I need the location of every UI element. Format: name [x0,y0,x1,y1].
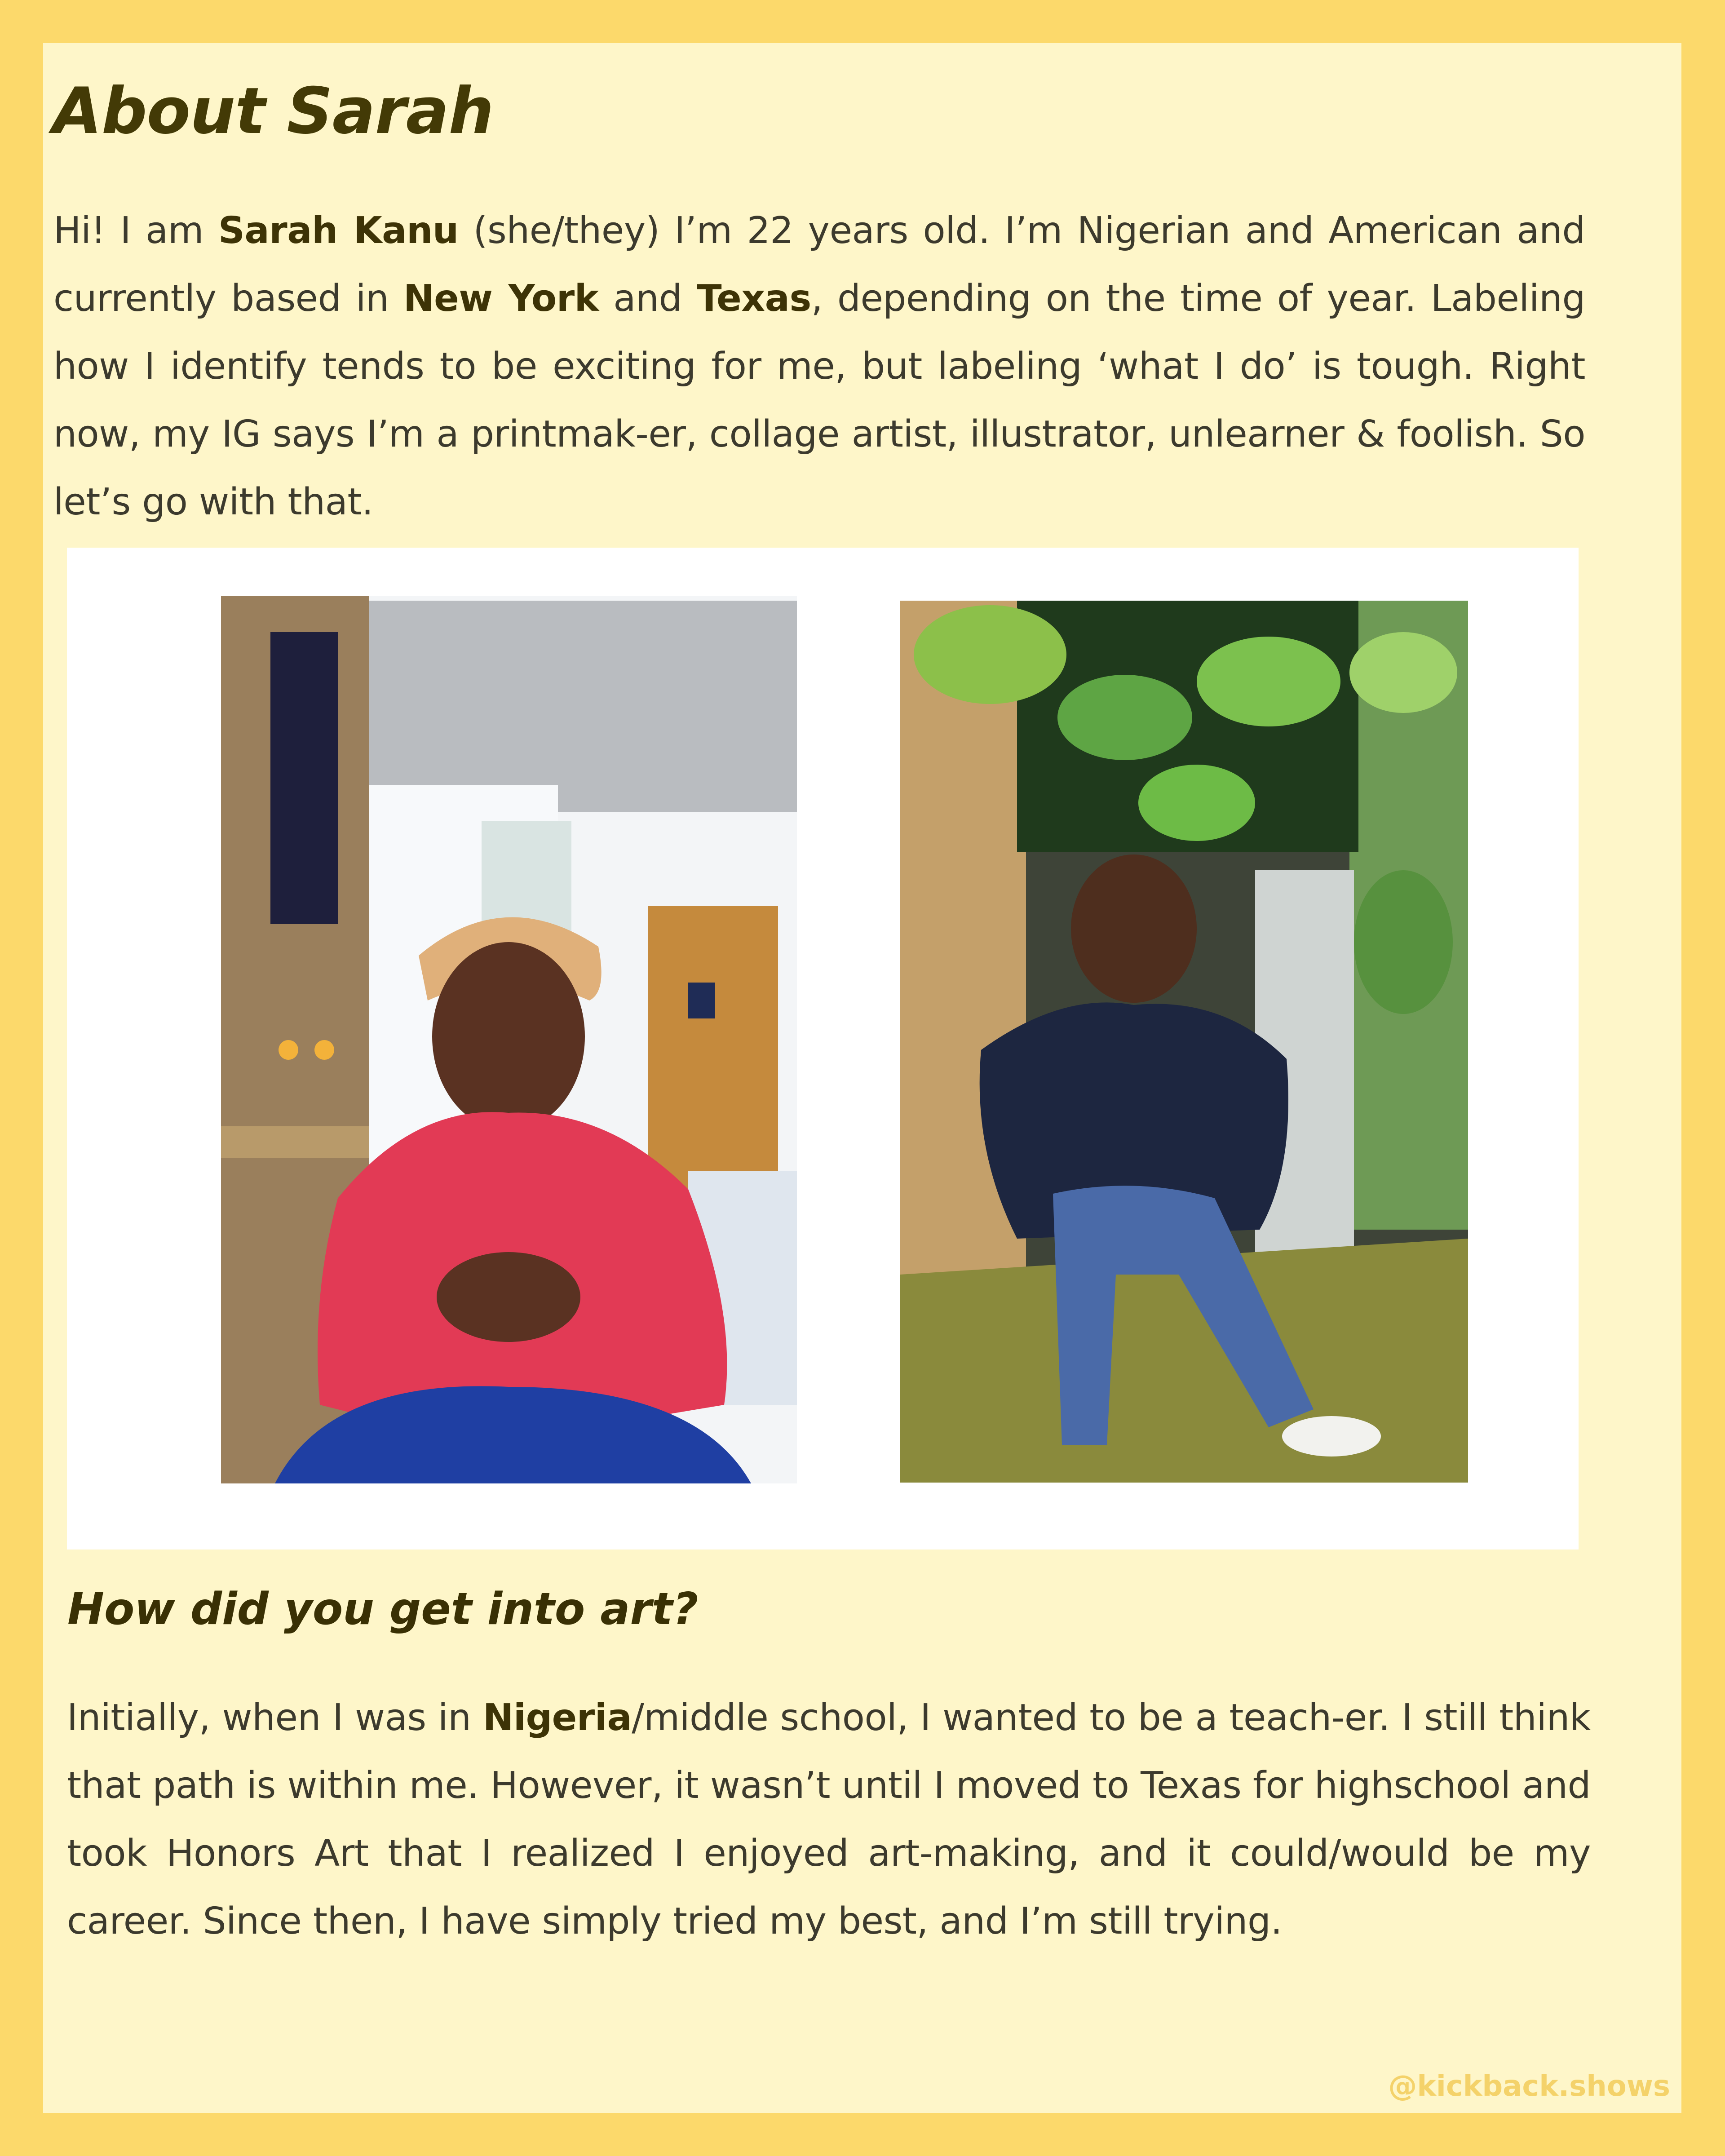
answer-paragraph: Initially, when I was in Nigeria/middle school, I wanted to be a teach-er. I still think that path is within me. However, it wasn’t until I moved to Texas for highschool and took Honors Art that I realized I enjoyed art-making, and it could/would be my career. Since then, I have simply tried my best, and I’m still trying. [67,1696,1591,1943]
state-name: Texas [696,277,811,320]
intro-paragraph: Hi! I am Sarah Kanu (she/they) I’m 22 years old. I’m Nigerian and American and currently based in New York and Texas, depending on the time of year. Labeling how I identify tends to be exciting for me, but labeling ‘what I do’ is tough. Right now, my IG says I’m a printmak-er, collage artist, illustrator, unlearner & foolish. So let’s go with that. [53,209,1586,523]
city-name: New York [403,277,599,320]
portrait-artwork-right [900,601,1468,1483]
section-heading: How did you get into art? [67,1584,699,1635]
artwork-gallery [67,548,1579,1549]
portrait-artwork [221,596,797,1483]
social-handle: @kickback.shows [1388,2070,1670,2103]
portrait-artwork-left [221,596,797,1483]
page-title: About Sarah [53,74,494,148]
portrait-artwork [900,601,1468,1483]
artist-name: Sarah Kanu [218,209,459,252]
country-name: Nigeria [482,1696,632,1739]
